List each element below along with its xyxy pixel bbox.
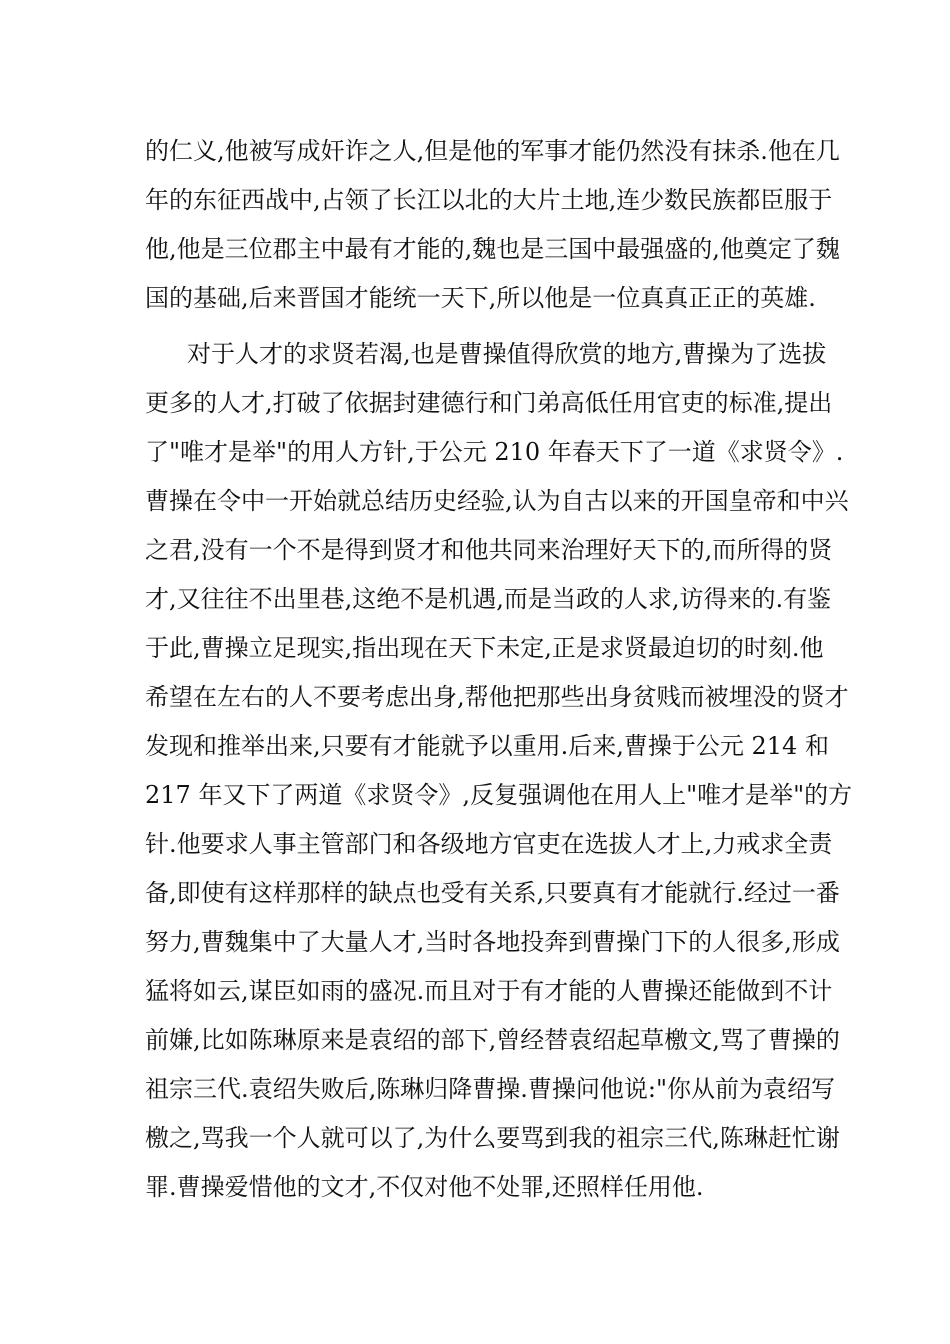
text-line: 曹操在令中一开始就总结历史经验,认为自古以来的开国皇帝和中兴 xyxy=(145,487,849,515)
text-line: 发现和推举出来,只要有才能就予以重用.后来,曹操于公元 214 和 xyxy=(145,732,829,760)
paragraph-spacer xyxy=(145,323,815,330)
text-line: 对于人才的求贤若渴,也是曹操值得欣赏的地方,曹操为了选拔 xyxy=(187,340,827,368)
text-line: 罪.曹操爱惜他的文才,不仅对他不处罪,还照样任用他. xyxy=(145,1173,704,1201)
text-line: 他,他是三位郡主中最有才能的,魏也是三国中最强盛的,他奠定了魏 xyxy=(145,235,840,263)
text-line: 了"唯才是举"的用人方针,于公元 210 年春天下了一道《求贤令》. xyxy=(145,438,844,466)
text-line: 备,即使有这样那样的缺点也受有关系,只要真有才能就行.经过一番 xyxy=(145,879,840,907)
text-line: 前嫌,比如陈琳原来是袁绍的部下,曾经替袁绍起草檄文,骂了曹操的 xyxy=(145,1026,840,1054)
text-line: 檄之,骂我一个人就可以了,为什么要骂到我的祖宗三代,陈琳赶忙谢 xyxy=(145,1124,840,1152)
text-line: 更多的人才,打破了依据封建德行和门弟高低任用官吏的标准,提出 xyxy=(145,389,833,417)
text-line: 努力,曹魏集中了大量人才,当时各地投奔到曹操门下的人很多,形成 xyxy=(145,928,840,956)
text-line: 之君,没有一个不是得到贤才和他共同来治理好天下的,而所得的贤 xyxy=(145,536,833,564)
text-line: 年的东征西战中,占领了长江以北的大片土地,连少数民族都臣服于 xyxy=(145,186,833,214)
text-line: 猛将如云,谋臣如雨的盛况.而且对于有才能的人曹操还能做到不计 xyxy=(145,977,833,1005)
paragraph-1 xyxy=(145,127,840,323)
text-line: 国的基础,后来晋国才能统一天下,所以他是一位真真正正的英雄. xyxy=(145,284,816,312)
text-line: 于此,曹操立足现实,指出现在天下未定,正是求贤最迫切的时刻.他 xyxy=(145,634,824,662)
text-line: 217 年又下了两道《求贤令》,反复强调他在用人上"唯才是举"的方 xyxy=(145,781,853,809)
text-line: 希望在左右的人不要考虑出身,帮他把那些出身贫贱而被埋没的贤才 xyxy=(145,683,849,711)
text-line: 针.他要求人事主管部门和各级地方官吏在选拔人才上,力戒求全责 xyxy=(145,830,833,858)
text-line: 的仁义,他被写成奸诈之人,但是他的军事才能仍然没有抹杀.他在几 xyxy=(145,137,840,165)
text-line: 才,又往往不出里巷,这绝不是机遇,而是当政的人求,访得来的.有鉴 xyxy=(145,585,832,613)
paragraph-2 xyxy=(145,330,853,1212)
text-line: 祖宗三代.袁绍失败后,陈琳归降曹操.曹操问他说:"你从前为袁绍写 xyxy=(145,1075,836,1103)
body-text xyxy=(145,127,853,1212)
